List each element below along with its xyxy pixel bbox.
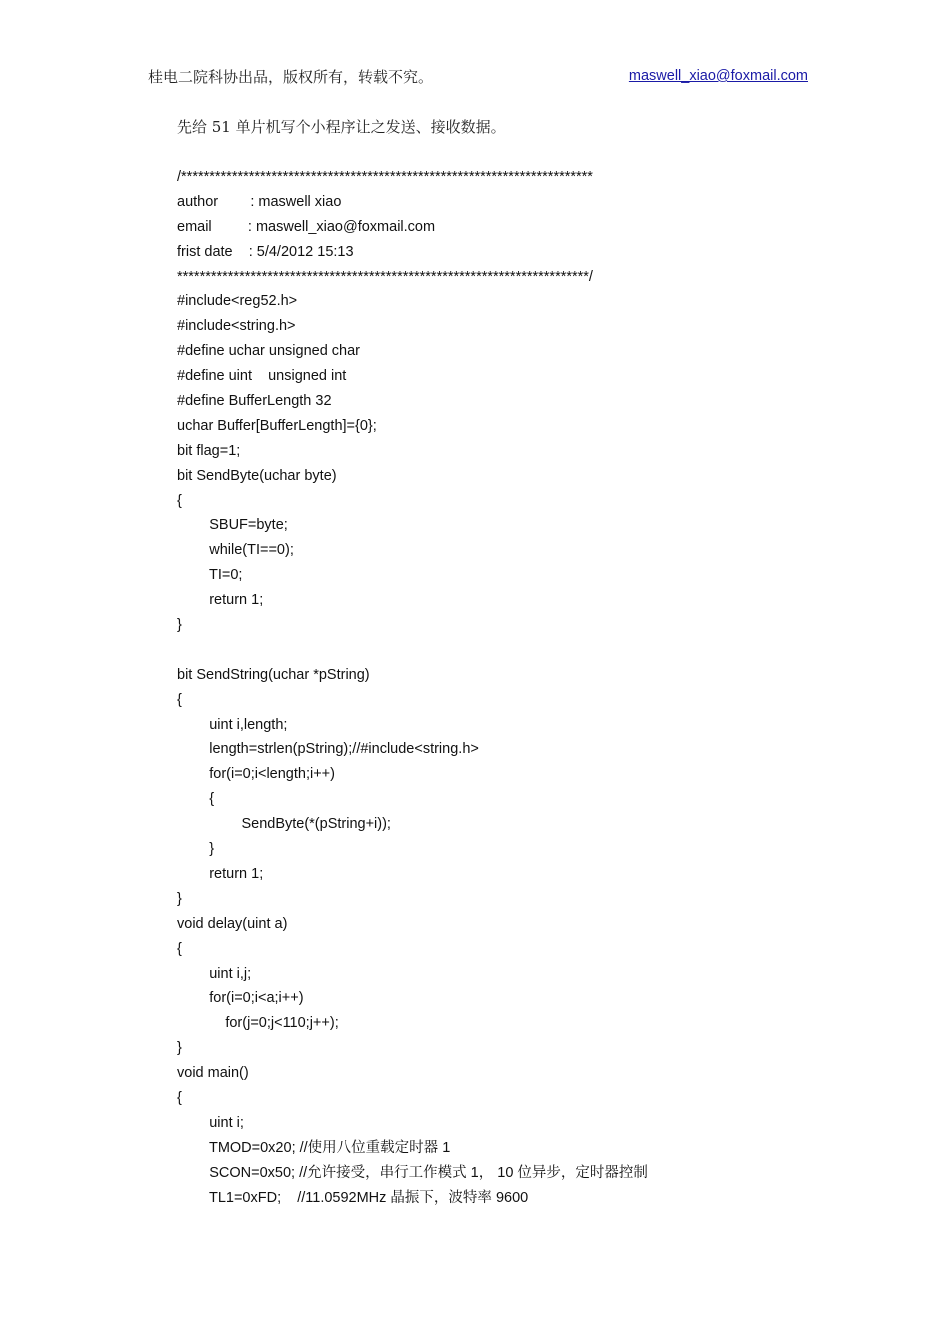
code-line: #include<string.h> [177, 318, 296, 335]
code-line: } [177, 841, 215, 858]
code-line: uint i,j; [177, 965, 252, 982]
code-line: } [177, 617, 182, 634]
code-line: #include<reg52.h> [177, 293, 298, 310]
code-line: } [177, 1040, 182, 1057]
page-header [148, 66, 808, 92]
code-line: { [177, 691, 182, 708]
code-line: { [177, 1089, 182, 1106]
code-line: void main() [177, 1065, 249, 1082]
code-line: TMOD=0x20; //使用八位重载定时器 1 [177, 1139, 451, 1156]
code-line: author : maswell xiao [177, 193, 342, 210]
code-line: uint i,length; [177, 716, 288, 733]
code-line: bit SendString(uchar *pString) [177, 666, 370, 683]
code-line: void delay(uint a) [177, 915, 288, 932]
code-line: uchar Buffer[BufferLength]={0}; [177, 417, 377, 434]
code-line: #define uchar unsigned char [177, 343, 360, 360]
code-line: bit flag=1; [177, 442, 241, 459]
code-line: for(i=0;i<a;i++) [177, 990, 304, 1007]
code-line: return 1; [177, 592, 264, 609]
code-line: SCON=0x50; //允许接受，串行工作模式 1， 10 位异步，定时器控制 [177, 1164, 648, 1181]
code-line: uint i; [177, 1114, 244, 1131]
code-line: frist date : 5/4/2012 15:13 [177, 243, 354, 260]
code-line: TL1=0xFD; //11.0592MHz 晶振下，波特率 9600 [177, 1189, 529, 1206]
header-email-link[interactable]: maswell_xiao@foxmail.com [628, 68, 808, 84]
code-line: { [177, 940, 182, 957]
code-line [177, 638, 817, 663]
code-line: length=strlen(pString);//#include<string.h> [177, 741, 479, 758]
code-line: { [177, 492, 182, 509]
code-line: *************************************************************************/ [177, 268, 593, 285]
code-block [177, 165, 817, 1210]
code-line: bit SendByte(uchar byte) [177, 467, 337, 484]
code-line: TI=0; [177, 567, 243, 584]
code-line: /************************************************************************* [177, 169, 593, 185]
code-line: return 1; [177, 865, 264, 882]
code-line: for(j=0;j<110;j++); [177, 1015, 339, 1032]
code-line: #define BufferLength 32 [177, 393, 332, 410]
code-line: { [177, 791, 215, 808]
code-line: #define uint unsigned int [177, 368, 347, 385]
code-line: for(i=0;i<length;i++) [177, 766, 335, 783]
header-credit-text: 桂电二院科协出品，版权所有，转载不究。 [148, 68, 434, 86]
code-line: SBUF=byte; [177, 517, 288, 534]
intro-paragraph: 先给 51 单片机写个小程序让之发送、接收数据。 [177, 118, 506, 136]
code-line: while(TI==0); [177, 542, 294, 559]
code-line: } [177, 890, 182, 907]
code-line: email : maswell_xiao@foxmail.com [177, 218, 436, 235]
code-line: SendByte(*(pString+i)); [177, 816, 391, 833]
